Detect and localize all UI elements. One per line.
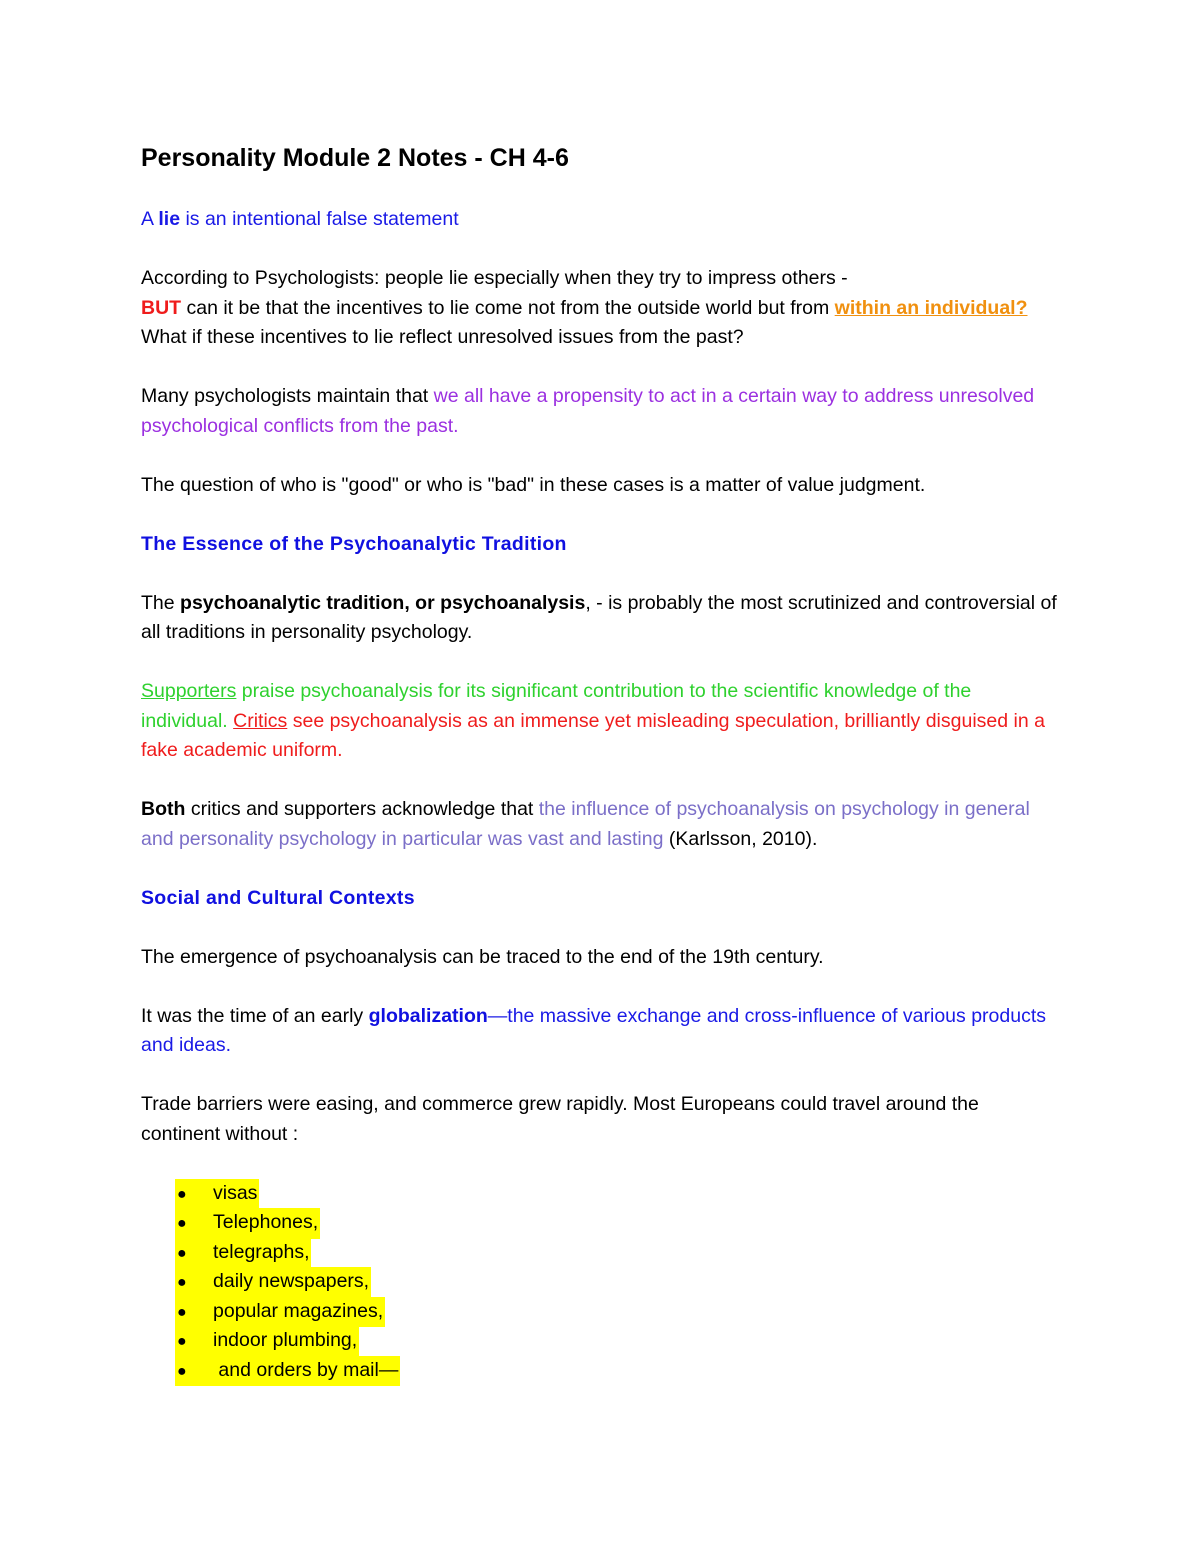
bullet-icon: ● <box>177 1215 187 1232</box>
list-item: ● visas <box>175 1179 1061 1209</box>
globalization-definition: —the massive exchange and cross-influence of various products and ideas. <box>141 1004 1046 1056</box>
critics-label: Critics <box>233 709 288 732</box>
bullet-icon: ● <box>177 1362 187 1380</box>
list-item: ● daily newspapers, <box>175 1267 1061 1297</box>
tradition-prefix: The <box>141 591 181 614</box>
within-individual-highlight: within an individual? <box>834 296 1028 319</box>
value-judgment-paragraph: The question of who is "good" or who is "bad" in these cases is a matter of value judgment. <box>141 473 926 496</box>
both-emphasis: Both <box>141 798 186 820</box>
many-psychologists-paragraph <box>141 382 1061 441</box>
list-item: ● Telephones, <box>175 1208 1061 1238</box>
list-item: ● and orders by mail— <box>175 1356 1061 1386</box>
both-text: critics and supporters acknowledge that <box>185 798 539 820</box>
psychologists-paragraph <box>141 264 1061 353</box>
critics-text: see psychoanalysis as an immense yet misleading speculation, brilliantly disguised in a fake academic uniform. <box>141 709 1045 761</box>
bullet-list <box>141 1179 1061 1386</box>
lie-term: lie <box>158 208 181 230</box>
heading-psychoanalytic-tradition: The Essence of the Psychoanalytic Tradition <box>141 532 567 555</box>
globalization-prefix: It was the time of an early <box>141 1004 369 1027</box>
many-prefix: Many psychologists maintain that <box>141 385 434 407</box>
heading-social-cultural-contexts: Social and Cultural Contexts <box>141 886 415 909</box>
citation: (Karlsson, 2010). <box>663 827 818 850</box>
list-item: ● telegraphs, <box>175 1238 1061 1268</box>
psychologists-line3: What if these incentives to lie reflect unresolved issues from the past? <box>141 326 744 348</box>
bullet-icon: ● <box>177 1244 187 1262</box>
supporters-critics-paragraph <box>141 677 1061 766</box>
list-item: ● popular magazines, <box>175 1297 1061 1327</box>
emergence-paragraph: The emergence of psychoanalysis can be traced to the end of the 19th century. <box>141 945 824 968</box>
propensity-statement: we all have a propensity to act in a certain way to address unresolved psychological conflicts from the past. <box>141 385 1035 437</box>
both-paragraph <box>141 795 1061 854</box>
influence-statement: the influence of psychoanalysis on psychology in general and personality psychology in particular was vast and lasting <box>141 798 1030 850</box>
bullet-icon: ● <box>177 1185 187 1203</box>
tradition-paragraph <box>141 589 1061 648</box>
supporters-label: Supporters <box>141 680 237 702</box>
bullet-icon: ● <box>177 1333 187 1350</box>
lie-definition <box>141 205 1061 235</box>
tradition-term: psychoanalytic tradition, or psychoanalysis <box>180 591 586 614</box>
bullet-icon: ● <box>177 1303 187 1321</box>
document-page <box>141 140 1061 1385</box>
supporters-text: praise psychoanalysis for its significant contribution to the scientific knowledge of the individual. <box>141 680 972 732</box>
bullet-icon: ● <box>177 1274 187 1291</box>
list-item: ● indoor plumbing, <box>175 1326 1061 1356</box>
page-title: Personality Module 2 Notes - CH 4-6 <box>141 144 569 172</box>
trade-paragraph: Trade barriers were easing, and commerce grew rapidly. Most Europeans could travel around the continent without : <box>141 1093 979 1145</box>
lie-prefix: A <box>141 208 159 230</box>
psychologists-line2: can it be that the incentives to lie come not from the outside world but from <box>181 296 835 319</box>
psychologists-line1: According to Psychologists: people lie especially when they try to impress others - <box>141 267 848 289</box>
tradition-rest: , - is probably the most scrutinized and controversial of all traditions in personality psychology. <box>141 591 1057 643</box>
globalization-term: globalization <box>368 1004 488 1027</box>
globalization-paragraph <box>141 1002 1061 1061</box>
but-emphasis: BUT <box>141 296 182 319</box>
lie-rest: is an intentional false statement <box>180 208 459 230</box>
